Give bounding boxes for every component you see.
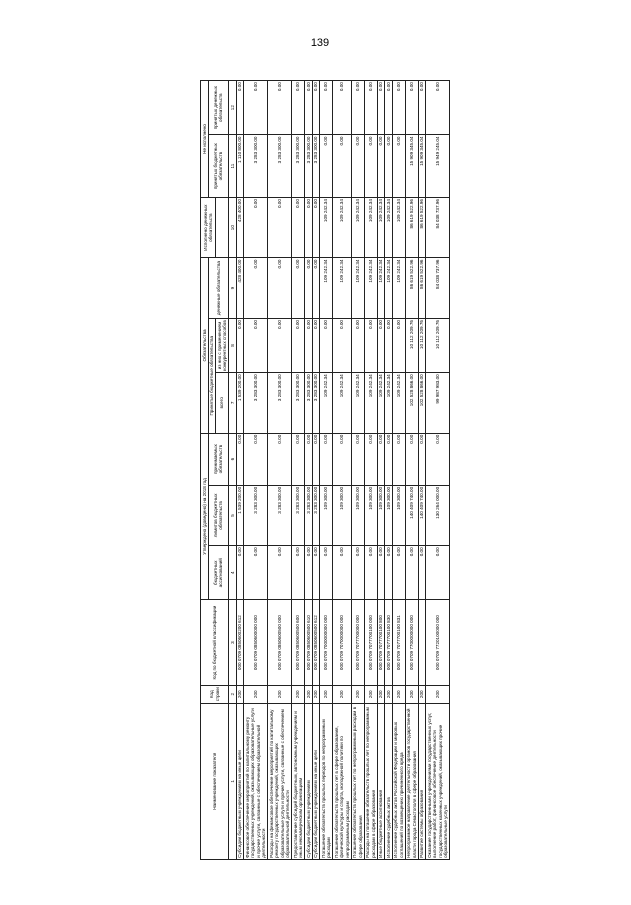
budget-execution-table	[200, 80, 450, 860]
row-accepted-obligations: 0.00	[426, 433, 450, 485]
row-code: 200	[418, 685, 426, 703]
row-code: 200	[385, 685, 393, 703]
column-number: 5	[229, 485, 237, 545]
header-name: Наименование показателя	[201, 703, 229, 859]
header-budget-allocations: бюджетных ассигнований	[208, 546, 229, 600]
header-accepted-budget-group: Принятые бюджетные обязательства	[208, 318, 216, 433]
header-not-executed-group: Не исполнено	[201, 81, 209, 198]
row-not-executed-monetary: 0.00	[426, 81, 450, 135]
row-budget-allocations: 0.00	[385, 546, 393, 600]
row-executed-monetary: 109 242.34	[333, 197, 351, 257]
row-not-executed-monetary: 0.00	[392, 81, 405, 135]
row-accepted-total: 109 242.34	[377, 373, 385, 433]
row-code: 200	[333, 685, 351, 703]
row-accepted-competitive: 10 112 209.76	[418, 318, 426, 372]
row-not-executed-monetary: 0.00	[244, 81, 268, 135]
row-budget-limits: 140 409 740.00	[405, 485, 418, 545]
row-budget-allocations: 0.00	[351, 546, 364, 600]
header-obligations-group: Обязательства	[201, 258, 209, 433]
row-budget-limits: 109 300.00	[351, 485, 364, 545]
row-not-executed-budget: 0.00	[377, 135, 385, 198]
table-row	[244, 81, 268, 860]
row-budget-allocations: 0.00	[320, 546, 333, 600]
row-accepted-obligations: 0.00	[292, 433, 305, 485]
row-accepted-competitive: 10 112 209.76	[426, 318, 450, 372]
row-name: Исполнение судебных актов Российской Федерации и мировых соглашений по возмещению причиненного вреда	[392, 703, 405, 859]
row-executed-monetary: 0.00	[244, 197, 268, 257]
row-budget-allocations: 0.00	[268, 546, 292, 600]
row-executed-monetary: 0.00	[268, 197, 292, 257]
row-executed-monetary: 109 242.34	[351, 197, 364, 257]
column-number: 2	[229, 685, 237, 703]
table-row	[426, 81, 450, 860]
row-name: Финансовое обеспечение мероприятий по капитальному ремонту государственных учреждений, оказывающих образовательные услуги и прочие услуги, связанные с обеспечением образовательной деятельности	[244, 703, 268, 859]
row-accepted-obligations: 0.00	[268, 433, 292, 485]
row-not-executed-monetary: 0.00	[305, 81, 313, 135]
row-name: Расходы на финансовое обеспечение мероприятий по капитальному ремонту государственных учреждений, оказывающих образовательные услуги и прочие услуги, связанные с обеспечением образовательной деятельности	[268, 703, 292, 859]
row-monetary-obligations: 0.00	[312, 258, 320, 318]
row-executed-monetary: 0.00	[292, 197, 305, 257]
row-budget-allocations: 0.00	[377, 546, 385, 600]
row-monetary-obligations: 86 619 522.96	[418, 258, 426, 318]
row-not-executed-budget: 15 949 245.04	[426, 135, 450, 198]
row-monetary-obligations: 0.00	[268, 258, 292, 318]
row-budget-allocations: 0.00	[312, 546, 320, 600]
row-kbk: 000 0709 0850600500 610	[305, 600, 313, 686]
table-row	[385, 81, 393, 860]
header-competitive: из них с применением конкурентных способов	[216, 320, 228, 371]
row-accepted-total: 102 528 866.00	[405, 373, 418, 433]
row-accepted-competitive: 0.00	[305, 318, 313, 372]
column-number: 12	[229, 81, 237, 135]
row-monetary-obligations: 0.00	[292, 258, 305, 318]
row-not-executed-monetary: 0.00	[236, 81, 244, 135]
row-not-executed-monetary: 0.00	[418, 81, 426, 135]
row-code: 200	[351, 685, 364, 703]
row-not-executed-monetary: 0.00	[292, 81, 305, 135]
row-monetary-obligations: 109 242.34	[377, 258, 385, 318]
row-kbk: 000 0709 0850600500 000	[268, 600, 292, 686]
header-executed-monetary: Исполнено денежных обязательств	[201, 197, 216, 257]
row-accepted-obligations: 0.00	[305, 433, 313, 485]
row-kbk: 000 0709 7000000000 000	[320, 600, 333, 686]
row-not-executed-budget: 15 909 345.04	[405, 135, 418, 198]
table-row	[364, 81, 377, 860]
row-name: Исполнение судебных актов	[385, 703, 393, 859]
row-name: Предоставление субсидий бюджетным, автономным учреждениям и иным некоммерческим организациям	[292, 703, 305, 859]
table-row	[351, 81, 364, 860]
row-name: Погашение обязательств прошлых периодов по непрограммным расходам	[320, 703, 333, 859]
row-accepted-obligations: 0.00	[333, 433, 351, 485]
row-budget-allocations: 0.00	[333, 546, 351, 600]
row-accepted-obligations: 0.00	[244, 433, 268, 485]
row-kbk: 000 0709 0850600500 600	[292, 600, 305, 686]
header-accepted-obligations: принимаемых обязательств	[208, 433, 229, 485]
row-not-executed-budget: 0.00	[385, 135, 393, 198]
row-monetary-obligations: 109 242.34	[364, 258, 377, 318]
row-code: 200	[320, 685, 333, 703]
row-accepted-competitive: 0.00	[392, 318, 405, 372]
table-row	[320, 81, 333, 860]
row-executed-monetary: 84 038 737.96	[426, 197, 450, 257]
column-number: 3	[229, 600, 237, 686]
column-number: 10	[229, 197, 237, 257]
row-name: Оказание государственными учреждениями государственных услуг, выполнение работ, финансовое обеспечение деятельности государственных казенных учреждений, оказывающих прочие образовательные услуги	[426, 703, 450, 859]
row-budget-allocations: 0.00	[392, 546, 405, 600]
row-not-executed-budget: 0.00	[351, 135, 364, 198]
row-kbk: 000 0709 7077700000 000	[351, 600, 364, 686]
table-row	[418, 81, 426, 860]
row-accepted-competitive: 0.00	[351, 318, 364, 372]
row-monetary-obligations: 0.00	[244, 258, 268, 318]
row-kbk: 000 0709 7720100000 000	[426, 600, 450, 686]
row-code: 200	[268, 685, 292, 703]
row-not-executed-monetary: 0.00	[385, 81, 393, 135]
header-not-executed-monetary: принятых денежных обязательств	[208, 81, 229, 135]
row-budget-limits: 130 264 000.00	[426, 485, 450, 545]
header-monetary-obligations: денежные обязательства	[208, 258, 229, 318]
row-name: Иные бюджетные ассигнования	[377, 703, 385, 859]
row-monetary-obligations: 428 400.00	[236, 258, 244, 318]
row-accepted-obligations: 0.00	[236, 433, 244, 485]
row-monetary-obligations: 84 038 737.96	[426, 258, 450, 318]
row-not-executed-budget: 0.00	[333, 135, 351, 198]
row-name: Субсидии бюджетным учреждениям	[305, 703, 313, 859]
row-budget-allocations: 0.00	[305, 546, 313, 600]
row-monetary-obligations: 109 242.34	[392, 258, 405, 318]
column-number: 4	[229, 546, 237, 600]
row-not-executed-monetary: 0.00	[377, 81, 385, 135]
row-kbk	[418, 600, 426, 686]
row-budget-allocations: 0.00	[426, 546, 450, 600]
table-row	[312, 81, 320, 860]
row-accepted-competitive: 0.00	[364, 318, 377, 372]
row-monetary-obligations: 109 242.34	[385, 258, 393, 318]
row-accepted-total: 109 242.34	[392, 373, 405, 433]
row-executed-monetary: 428 400.00	[236, 197, 244, 257]
row-not-executed-monetary: 0.00	[351, 81, 364, 135]
column-number-row	[229, 81, 237, 860]
row-accepted-total: 3 283 300.00	[268, 373, 292, 433]
row-code: 200	[364, 685, 377, 703]
row-executed-monetary: 109 242.34	[364, 197, 377, 257]
row-budget-limits: 3 283 300.00	[292, 485, 305, 545]
row-kbk: 000 0709 0850600000 000	[244, 600, 268, 686]
row-accepted-competitive: 0.00	[385, 318, 393, 372]
row-accepted-competitive: 0.00	[377, 318, 385, 372]
column-number: 1	[229, 703, 237, 859]
row-budget-allocations: 0.00	[244, 546, 268, 600]
row-executed-monetary: 86 619 522.96	[418, 197, 426, 257]
row-code: 200	[377, 685, 385, 703]
row-code: 200	[426, 685, 450, 703]
row-not-executed-monetary: 0.00	[320, 81, 333, 135]
row-monetary-obligations: 86 619 522.96	[405, 258, 418, 318]
row-budget-limits: 109 300.00	[364, 485, 377, 545]
row-not-executed-budget: 0.00	[320, 135, 333, 198]
row-accepted-total: 109 242.34	[320, 373, 333, 433]
header-not-executed-budget: принятых бюджетных обязательств	[208, 135, 229, 198]
row-kbk: 000 0709 7077700100 831	[392, 600, 405, 686]
header-budget-limits: лимитов бюджетных обязательств	[208, 485, 229, 545]
row-code: 200	[405, 685, 418, 703]
row-name: Субсидии бюджетным учреждениям на иные цели	[312, 703, 320, 859]
column-number: 8	[229, 318, 237, 372]
row-accepted-competitive: 0.00	[312, 318, 320, 372]
row-budget-limits: 3 283 300.00	[268, 485, 292, 545]
row-accepted-competitive: 0.00	[333, 318, 351, 372]
row-not-executed-monetary: 0.00	[333, 81, 351, 135]
row-budget-allocations: 0.00	[236, 546, 244, 600]
row-budget-limits: 109 300.00	[392, 485, 405, 545]
row-not-executed-monetary: 0.00	[268, 81, 292, 135]
row-accepted-obligations: 0.00	[312, 433, 320, 485]
row-executed-monetary: 109 242.34	[385, 197, 393, 257]
row-accepted-total: 109 242.34	[385, 373, 393, 433]
row-accepted-obligations: 0.00	[351, 433, 364, 485]
row-accepted-total: 109 242.34	[351, 373, 364, 433]
row-monetary-obligations: 109 242.34	[351, 258, 364, 318]
row-not-executed-budget: 3 283 300.00	[312, 135, 320, 198]
row-not-executed-budget: 1 110 800.00	[236, 135, 244, 198]
row-code: 200	[392, 685, 405, 703]
row-kbk: 000 0709 7077700100 830	[385, 600, 393, 686]
row-accepted-obligations: 0.00	[377, 433, 385, 485]
row-accepted-total: 3 283 300.00	[305, 373, 313, 433]
row-accepted-total: 1 539 200.00	[236, 373, 244, 433]
row-budget-limits: 3 283 300.00	[305, 485, 313, 545]
row-code: 200	[236, 685, 244, 703]
row-kbk: 000 0709 7070000000 000	[333, 600, 351, 686]
row-kbk: 000 0709 7077700100 800	[377, 600, 385, 686]
row-budget-limits: 1 539 200.00	[236, 485, 244, 545]
row-not-executed-budget: 3 283 300.00	[305, 135, 313, 198]
row-not-executed-budget: 0.00	[392, 135, 405, 198]
row-accepted-obligations: 0.00	[418, 433, 426, 485]
row-executed-monetary: 109 242.34	[377, 197, 385, 257]
row-accepted-obligations: 0.00	[385, 433, 393, 485]
row-kbk: 000 0709 7077700100 000	[364, 600, 377, 686]
row-code: 200	[244, 685, 268, 703]
row-budget-limits: 3 283 300.00	[244, 485, 268, 545]
row-budget-allocations: 0.00	[292, 546, 305, 600]
row-accepted-competitive: 0.00	[244, 318, 268, 372]
row-accepted-obligations: 0.00	[405, 433, 418, 485]
row-name: Расходы на погашение обязательств прошлых лет по непрограммным расходам в сфере образования	[364, 703, 377, 859]
row-budget-limits: 109 300.00	[377, 485, 385, 545]
row-budget-allocations: 0.00	[418, 546, 426, 600]
row-name: Развитие системы образования	[418, 703, 426, 859]
row-kbk: 000 0709 0850600200 612	[236, 600, 244, 686]
row-code: 200	[305, 685, 313, 703]
row-not-executed-budget: 3 283 300.00	[268, 135, 292, 198]
table-row	[236, 81, 244, 860]
column-number: 11	[229, 135, 237, 198]
row-accepted-total: 109 242.34	[364, 373, 377, 433]
row-accepted-total: 3 283 300.00	[292, 373, 305, 433]
row-kbk: 000 0709 7700000000 000	[405, 600, 418, 686]
column-number: 7	[229, 373, 237, 433]
row-accepted-competitive: 0.00	[236, 318, 244, 372]
row-kbk: 000 0709 0850600500 612	[312, 600, 320, 686]
page-number: 139	[310, 37, 330, 49]
row-accepted-competitive: 10 112 209.76	[405, 318, 418, 372]
row-accepted-total: 109 242.34	[333, 373, 351, 433]
table-row	[392, 81, 405, 860]
row-executed-monetary: 86 619 522.96	[405, 197, 418, 257]
header-total: всего	[216, 373, 229, 433]
rotated-report-table	[200, 80, 590, 860]
column-number: 9	[229, 258, 237, 318]
table-row	[405, 81, 418, 860]
row-monetary-obligations: 109 242.34	[320, 258, 333, 318]
row-budget-limits: 140 409 740.00	[418, 485, 426, 545]
row-not-executed-budget: 15 909 345.04	[418, 135, 426, 198]
row-accepted-competitive: 0.00	[320, 318, 333, 372]
row-budget-limits: 3 283 300.00	[312, 485, 320, 545]
row-budget-limits: 109 300.00	[385, 485, 393, 545]
row-budget-limits: 109 300.00	[333, 485, 351, 545]
row-accepted-competitive: 0.00	[292, 318, 305, 372]
row-budget-allocations: 0.00	[405, 546, 418, 600]
row-monetary-obligations: 0.00	[305, 258, 313, 318]
header-code: Код строки	[201, 685, 229, 703]
row-not-executed-monetary: 0.00	[364, 81, 377, 135]
row-executed-monetary: 0.00	[305, 197, 313, 257]
row-not-executed-monetary: 0.00	[405, 81, 418, 135]
table-row	[377, 81, 385, 860]
row-accepted-total: 102 528 866.00	[418, 373, 426, 433]
column-number: 6	[229, 433, 237, 485]
row-name: Субсидии бюджетным учреждениям на иные цели	[236, 703, 244, 859]
row-not-executed-monetary: 0.00	[312, 81, 320, 135]
table-row	[305, 81, 313, 860]
row-not-executed-budget: 3 283 300.00	[292, 135, 305, 198]
row-accepted-obligations: 0.00	[320, 433, 333, 485]
row-name: Погашение обязательств прошлых лет в сфере образования, физической культуры и спорта, молодежной политики по непрограммным расходам	[333, 703, 351, 859]
row-code: 200	[292, 685, 305, 703]
table-row	[268, 81, 292, 860]
row-accepted-total: 99 987 983.00	[426, 373, 450, 433]
row-name: Погашение обязательств прошлых лет по непрограммным расходам в сфере образования	[351, 703, 364, 859]
table-row	[333, 81, 351, 860]
table-row	[292, 81, 305, 860]
row-monetary-obligations: 109 242.34	[333, 258, 351, 318]
row-executed-monetary: 109 242.34	[392, 197, 405, 257]
row-budget-limits: 109 300.00	[320, 485, 333, 545]
row-accepted-obligations: 0.00	[364, 433, 377, 485]
row-accepted-total: 3 283 300.00	[312, 373, 320, 433]
header-approved-group: Утверждено (доведено) на 2018 год	[201, 433, 209, 600]
header-budget-class: Код по бюджетной классификации	[201, 600, 229, 686]
row-accepted-obligations: 0.00	[392, 433, 405, 485]
row-not-executed-budget: 0.00	[364, 135, 377, 198]
row-not-executed-budget: 3 283 300.00	[244, 135, 268, 198]
row-budget-allocations: 0.00	[364, 546, 377, 600]
row-name: Непрограммное направление деятельности органов государственной власти города Севастополя в сфере образования	[405, 703, 418, 859]
row-accepted-total: 3 283 300.00	[244, 373, 268, 433]
row-accepted-competitive: 0.00	[268, 318, 292, 372]
row-executed-monetary: 0.00	[312, 197, 320, 257]
row-code: 200	[312, 685, 320, 703]
row-executed-monetary: 109 242.34	[320, 197, 333, 257]
